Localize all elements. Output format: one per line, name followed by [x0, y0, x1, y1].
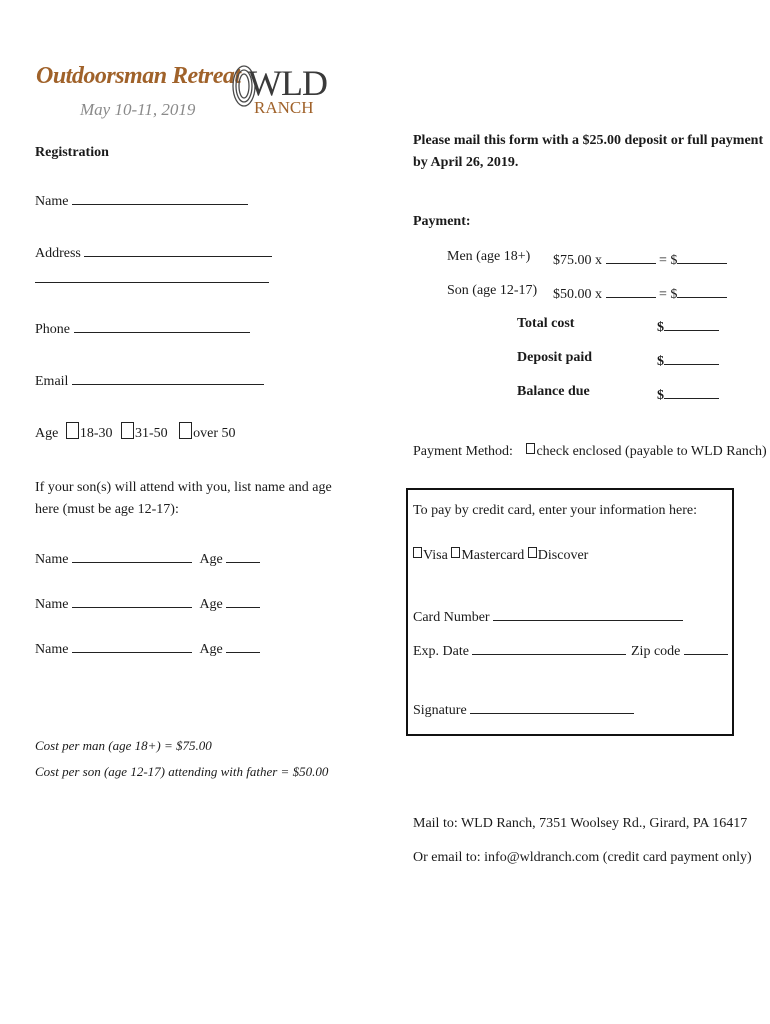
son-quantity-field[interactable]	[606, 283, 656, 298]
men-price: $75.00 x	[553, 253, 602, 268]
logo-wordmark: WLD	[248, 63, 327, 103]
deposit-paid-row	[657, 350, 719, 370]
registration-heading: Registration	[35, 145, 109, 160]
age-checkbox-over-50[interactable]	[179, 422, 192, 439]
exp-date-field[interactable]	[472, 640, 626, 655]
address-field-line2[interactable]	[35, 282, 269, 283]
exp-date-label: Exp. Date	[413, 644, 469, 659]
balance-due-field[interactable]	[664, 384, 719, 399]
phone-row	[35, 318, 250, 338]
son-age-label: Age	[199, 642, 223, 657]
son-age-label: Age	[199, 552, 223, 567]
balance-due-label: Balance due	[517, 384, 590, 399]
son-name-label: Name	[35, 642, 69, 657]
son-age-field-3[interactable]	[226, 638, 260, 653]
son-age-field-1[interactable]	[226, 548, 260, 563]
age-row	[35, 422, 236, 442]
dollar-sign: $	[657, 388, 664, 403]
discover-option: Discover	[537, 548, 589, 563]
dollar-sign: $	[657, 320, 664, 335]
deposit-paid-label: Deposit paid	[517, 350, 593, 365]
age-label: Age	[35, 426, 59, 441]
zip-code-label: Zip code	[631, 644, 681, 659]
phone-label: Phone	[35, 322, 70, 337]
son-name-label: Name	[35, 597, 69, 612]
card-number-row	[413, 606, 683, 626]
email-field[interactable]	[72, 370, 264, 385]
signature-field[interactable]	[470, 699, 634, 714]
discover-checkbox[interactable]	[528, 547, 537, 558]
balance-due-row	[657, 384, 719, 404]
check-enclosed-option: check enclosed (payable to WLD Ranch)	[536, 444, 767, 459]
email-label: Email	[35, 374, 69, 389]
deposit-paid-field[interactable]	[664, 350, 719, 365]
son-price: $50.00 x	[553, 287, 602, 302]
payment-method-label: Payment Method:	[413, 444, 513, 459]
son-row-1	[35, 548, 260, 568]
son-row-2	[35, 593, 260, 613]
payment-method-row	[413, 443, 767, 460]
age-checkbox-18-30[interactable]	[66, 422, 79, 439]
event-dates: May 10-11, 2019	[80, 100, 196, 119]
mastercard-checkbox[interactable]	[451, 547, 460, 558]
logo-ranch: RANCH	[254, 98, 314, 117]
age-option-over-50: over 50	[193, 426, 236, 441]
men-quantity-field[interactable]	[606, 249, 656, 264]
son-age-label: Age	[199, 597, 223, 612]
son-name-field-1[interactable]	[72, 548, 192, 563]
son-name-field-2[interactable]	[72, 593, 192, 608]
name-row	[35, 190, 248, 210]
credit-card-intro: To pay by credit card, enter your information here:	[413, 503, 697, 518]
son-amount-field[interactable]	[677, 283, 727, 298]
email-to-address: Or email to: info@wldranch.com (credit card payment only)	[413, 850, 752, 865]
age-checkbox-31-50[interactable]	[121, 422, 134, 439]
name-label: Name	[35, 194, 69, 209]
mail-to-address: Mail to: WLD Ranch, 7351 Woolsey Rd., Girard, PA 16417	[413, 816, 748, 831]
zip-code-row	[631, 640, 728, 660]
sons-note-line1: If your son(s) will attend with you, list name and age	[35, 480, 332, 495]
men-label: Men (age 18+)	[447, 249, 531, 264]
wld-ranch-logo	[230, 62, 327, 122]
total-cost-field[interactable]	[664, 316, 719, 331]
card-number-field[interactable]	[493, 606, 683, 621]
son-name-field-3[interactable]	[72, 638, 192, 653]
address-field-line1[interactable]	[84, 242, 272, 257]
check-enclosed-checkbox[interactable]	[526, 443, 535, 454]
card-type-row	[413, 547, 588, 564]
men-calc-row	[553, 249, 727, 269]
signature-label: Signature	[413, 703, 467, 718]
son-label: Son (age 12-17)	[447, 283, 538, 298]
men-equals: = $	[659, 253, 678, 268]
mastercard-option: Mastercard	[461, 548, 525, 563]
age-option-18-30: 18-30	[79, 426, 113, 441]
email-row	[35, 370, 264, 390]
visa-checkbox[interactable]	[413, 547, 422, 558]
total-cost-label: Total cost	[517, 316, 575, 331]
men-amount-field[interactable]	[677, 249, 727, 264]
age-option-31-50: 31-50	[135, 426, 168, 441]
payment-heading: Payment:	[413, 214, 471, 229]
mail-instructions-line1: Please mail this form with a $25.00 deposit or full payment	[413, 133, 764, 148]
son-row-3	[35, 638, 260, 658]
cost-per-son: Cost per son (age 12-17) attending with father = $50.00	[35, 764, 329, 779]
sons-note-line2: here (must be age 12-17):	[35, 502, 179, 517]
exp-date-row	[413, 640, 626, 660]
address-label: Address	[35, 246, 81, 261]
zip-code-field[interactable]	[684, 640, 728, 655]
total-cost-row	[657, 316, 719, 336]
cost-per-man: Cost per man (age 18+) = $75.00	[35, 738, 212, 753]
son-equals: = $	[659, 287, 678, 302]
son-name-label: Name	[35, 552, 69, 567]
son-age-field-2[interactable]	[226, 593, 260, 608]
form-title: Outdoorsman Retreat	[36, 63, 241, 89]
address-row	[35, 242, 272, 262]
visa-option: Visa	[423, 548, 448, 563]
name-field[interactable]	[72, 190, 248, 205]
dollar-sign: $	[657, 354, 664, 369]
card-number-label: Card Number	[413, 610, 490, 625]
son-calc-row	[553, 283, 727, 303]
signature-row	[413, 699, 634, 719]
mail-instructions-line2: by April 26, 2019.	[413, 155, 519, 170]
phone-field[interactable]	[74, 318, 250, 333]
